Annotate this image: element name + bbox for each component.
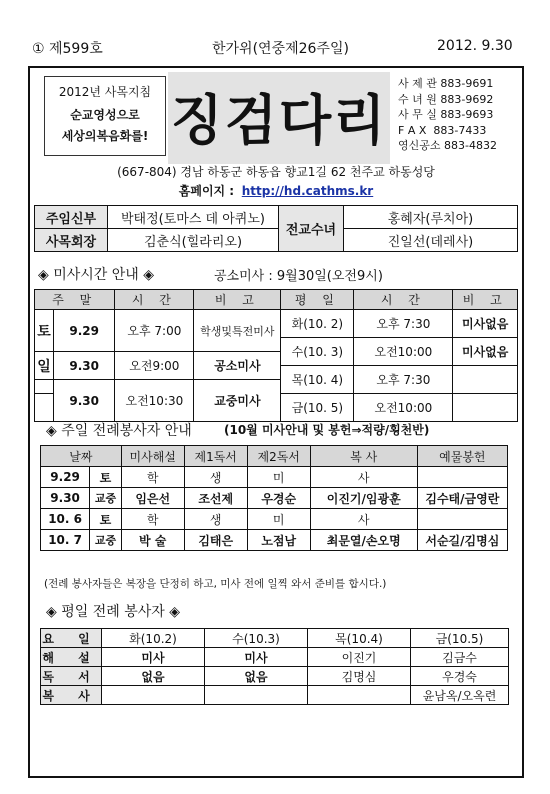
mass-schedule-table: 주 말 시 간 비 고 평 일 시 간 비 고 토 9.29 오후 7:00 학생및특전미사 화(10. 2) 오후 7:30 미사없음 수(10. 3) 오전10:00 미사없음 일 9.30 오전9:00 공소미사 목(10. 4) 오후 7:30 9.30 오전10:30 교중미사 금(10. 5) 오전10:00 xyxy=(34,289,518,422)
issue-header xyxy=(32,34,522,62)
contact-row: 수 녀 원 883-9692 xyxy=(398,92,494,106)
sunday-servers-table: 날짜 미사해설 제1독서 제2독서 복 사 예물봉헌 9.29 토 학 생 미 사 9.30 교중 임은선 조선제 우경순 이진기/임광훈 김수태/금영란 10. 6 토 학 생 미 사 10. 7 교중 박 술 김태은 노점남 최문열/손오명 서순길/김명심 xyxy=(40,445,508,551)
pastoral-motto xyxy=(44,76,166,156)
homepage-link[interactable]: http://hd.cathms.kr xyxy=(241,184,374,198)
catechist-label: 전교수녀 xyxy=(279,206,344,252)
sunday-label: 일 xyxy=(35,352,54,380)
table-row: 10. 6 토 학 생 미 사 xyxy=(41,509,508,530)
council-label: 사목회장 xyxy=(35,229,108,252)
pastor-name: 박태정(토마스 데 아퀴노) xyxy=(108,206,279,229)
logo-text: 징검다리 xyxy=(170,88,388,152)
catechist-name-1: 홍혜자(루치아) xyxy=(344,206,518,229)
saturday-label: 토 xyxy=(35,310,54,352)
weekday-header: 평 일 xyxy=(281,290,354,310)
contact-list xyxy=(398,76,522,154)
weekday-servers-title: ◈ 평일 전례 봉사자 ◈ xyxy=(46,604,181,620)
mass-section-title: ◈ 미사시간 안내 ◈ xyxy=(38,267,155,283)
table-row: 9.29 토 학 생 미 사 xyxy=(41,467,508,488)
weekday-servers-table: 요 일 화(10.2) 수(10.3) 목(10.4) 금(10.5) 해 설 미사 미사 이진기 김금수 독 서 없음 없음 김명심 우경숙 복 사 윤남옥/오옥련 xyxy=(40,628,509,705)
motto-line-1: 2012년 사목지침 xyxy=(58,85,152,99)
contact-row: 사 무 실 883-9693 xyxy=(398,108,494,121)
motto-line-3: 세상의복음화를! xyxy=(61,129,149,143)
bulletin-logo xyxy=(168,72,390,164)
table-row: 해 설 미사 미사 이진기 김금수 xyxy=(41,648,509,667)
pastor-label: 주임신부 xyxy=(35,206,108,229)
table-row: 복 사 윤남옥/오옥련 xyxy=(41,686,509,705)
contact-row: F A X 883-7433 xyxy=(398,123,487,137)
address-line: (667-804) 경남 하동군 하동읍 향교1길 62 천주교 하동성당 xyxy=(117,165,435,179)
october-note: (10월 미사안내 및 봉헌⇒적량/횡천반) xyxy=(224,423,430,437)
staff-table xyxy=(34,205,518,252)
council-name: 김춘식(힐라리오) xyxy=(108,229,279,252)
sunday-servers-title: ◈ 주일 전례봉사자 안내 xyxy=(46,423,192,439)
issue-date: 2012. 9.30 xyxy=(437,38,513,54)
homepage-label: 홈페이지 : xyxy=(178,184,235,198)
contact-row: 사 제 관 883-9691 xyxy=(398,77,494,90)
bulletin-title: 한가위(연중제26주일) xyxy=(212,41,349,57)
table-row: 10. 7 교중 박 술 김태은 노점남 최문열/손오명 서순길/김명심 xyxy=(41,530,508,551)
table-row: 독 서 없음 없음 김명심 우경숙 xyxy=(41,667,509,686)
mission-mass-note: 공소미사 : 9월30일(오전9시) xyxy=(214,269,383,284)
servers-footnote: (전례 봉사자들은 복장을 단정히 하고, 미사 전에 일찍 와서 준비를 합시다.) xyxy=(44,578,387,590)
motto-line-2: 순교영성으로 xyxy=(70,108,140,122)
weekend-header: 주 말 xyxy=(35,290,115,310)
address-block xyxy=(34,163,518,201)
catechist-name-2: 진일선(데레사) xyxy=(344,229,518,252)
table-row: 9.30 교중 임은선 조선제 우경순 이진기/임광훈 김수태/금영란 xyxy=(41,488,508,509)
issue-number: ① 제599호 xyxy=(32,41,103,57)
contact-row: 영신공소 883-4832 xyxy=(398,139,497,152)
